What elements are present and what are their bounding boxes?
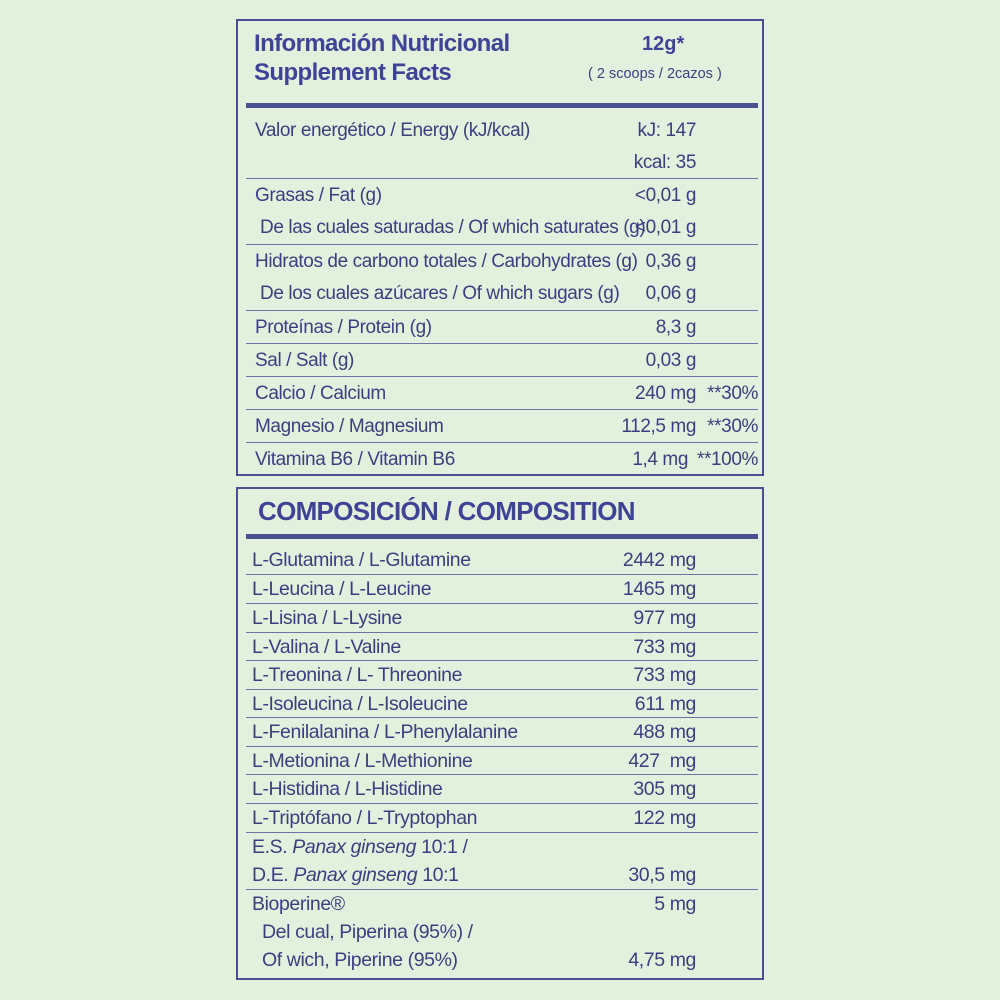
composition-title: COMPOSICIÓN / COMPOSITION — [258, 496, 635, 526]
table-row: L-Valina / L-Valine 733 mg — [246, 633, 758, 661]
table-row: Vitamina B6 / Vitamin B6 1,4 mg **100% — [255, 449, 758, 470]
table-row: Proteínas / Protein (g) 8,3 g — [246, 312, 758, 344]
table-row: De las cuales saturadas / Of which saturates (g) <0,01 g — [246, 212, 758, 245]
piperine-line-2: Of wich, Piperine (95%) — [262, 949, 458, 971]
piperine-line-1: Del cual, Piperina (95%) / — [262, 921, 473, 943]
table-row: Grasas / Fat (g) <0,01 g — [255, 185, 696, 206]
table-row-bioperine — [246, 890, 758, 978]
serving-note: ( 2 scoops / 2cazos ) — [588, 66, 722, 82]
header-rule — [246, 534, 758, 539]
title-en: Supplement Facts — [254, 59, 452, 86]
piperine-value: 4,75 mg — [628, 949, 696, 971]
table-row: L-Treonina / L- Threonine 733 mg — [246, 661, 758, 690]
nutrition-facts-panel — [236, 19, 764, 476]
table-row: Hidratos de carbono totales / Carbohydrates (g) 0,36 g — [255, 251, 696, 272]
table-row: L-Glutamina / L-Glutamine 2442 mg — [246, 546, 758, 575]
ginseng-line-1: E.S. Panax ginseng 10:1 / — [252, 836, 468, 858]
bioperine-value: 5 mg — [654, 893, 696, 915]
table-row-ginseng — [246, 833, 758, 890]
serving-size: 12g* — [642, 33, 685, 55]
table-row: L-Histidina / L-Histidine 305 mg — [246, 775, 758, 804]
table-row: Sal / Salt (g) 0,03 g — [246, 345, 758, 377]
nutrition-title — [254, 29, 510, 87]
title-es: Información Nutricional — [254, 30, 510, 57]
table-row: Magnesio / Magnesium 112,5 mg **30% — [246, 411, 758, 443]
composition-panel — [236, 487, 764, 980]
bioperine-label: Bioperine® — [252, 893, 345, 915]
table-row: Valor energético / Energy (kJ/kcal) kJ: 147 — [255, 120, 696, 141]
table-row: Calcio / Calcium 240 mg **30% — [246, 378, 758, 410]
ginseng-line-2: D.E. Panax ginseng 10:1 — [252, 864, 459, 886]
table-row: L-Isoleucina / L-Isoleucine 611 mg — [246, 690, 758, 718]
table-row: kcal: 35 — [246, 147, 758, 179]
table-row: L-Metionina / L-Methionine 427 mg — [246, 747, 758, 775]
table-row: L-Fenilalanina / L-Phenylalanine 488 mg — [246, 718, 758, 747]
table-row: L-Leucina / L-Leucine 1465 mg — [246, 575, 758, 604]
table-row: De los cuales azúcares / Of which sugars (g) 0,06 g — [246, 278, 758, 311]
ginseng-value: 30,5 mg — [628, 864, 696, 886]
table-row: L-Lisina / L-Lysine 977 mg — [246, 604, 758, 633]
table-row: L-Triptófano / L-Tryptophan 122 mg — [246, 804, 758, 833]
header-rule — [246, 103, 758, 108]
